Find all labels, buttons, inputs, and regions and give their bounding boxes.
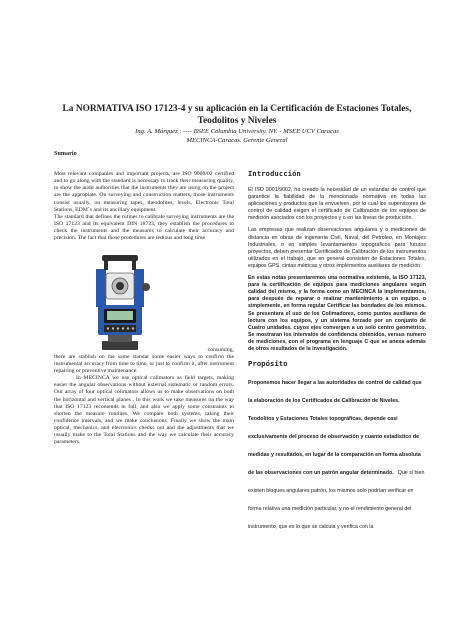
purpose-paragraph-1: Proponemos hacer llegar a las autoridades de control de calidad que la elaboración de los Certificados de Calibración de Niveles, Teodolitos y Estaciones Totales topográficas, depende casi exclusivamente del proceso de observación y cuanto estadistico de medidas y resultados, en lugar de la comparación en forma absoluta de las observaciones con un patrón angular determinado. <box>248 380 422 477</box>
intro-paragraph-3: En estas notas presentaremos una normativa existente, la ISO 17123, para la certificación de equipos para mediciones angulares según calidad del mismo, y la forma como en MECINCA la implementamos, para después de reparar o realizar mantenimiento a un equipo, o simplemente, en forma regular Certificar las bondades de los mismos. Se presentara el uso de los Colimadores, como puntos auxiliares de lectura con los equipos, y un sistema forzado por un conjunto de Cuatro unidades, cuyos ejes convergen a un solo centro geométrico. Se mostraran los intervalos de confidencia obtenidos, versus numero de mediciones, con el programa en lenguaje C que se anexa además de otros resultados de la investigación. <box>248 275 426 352</box>
summary-paragraph-1: Most relevant companies and important projects, are ISO 9000/02 certified and to go along with the standard is necessary to track their measuring quality, to show the audit authorities that the instruments they are using on the project are the appropiate. On surveying and construction matters, those instruments consist usually, on measuring tapes, theodolites, levels, Electronic Total Stations, EDM´s and its ancillary equipment. <box>54 171 234 213</box>
title-line-2: Teodolitos y Niveles <box>197 115 277 126</box>
author-line-1: Ing. A. Márquez ; ---- BSEE Columbia University. NY. - MSEE UCV Caracas <box>135 128 339 135</box>
intro-paragraph-1: El ISO 9001/9002, ha creado la necesidad de un estandar de control que garantice la fiabilidad de la mencionada normativa en todas las aplicaciones y productos que la envuelven, por lo cual los supervisores de control de calidad exigen el certificado de Calibración de los equipos de medición asociados con los proyectos y o en las lineas de producción. <box>248 187 426 222</box>
right-column <box>248 150 426 533</box>
summary-paragraph-2: The standard that defines the rutines to calibrate surveying instruments are the ISO 17123 and its equivalent DIN 18723, they establish the procedures to check the instruments and the measures to calculate their accuracy and precision. The fact that those procedures are tedious and long time <box>54 213 234 242</box>
purpose-heading: Propósito <box>248 359 288 369</box>
intro-paragraph-2: Las empresas que realizan observaciones angulares y o mediciones de distancia en obras de ingeniería Civil, Naval, del Petroleo, en Montajes Industriales, o en simples levantamientos topográficos para futuros proyectos, deben presentar Certificados de Calibración de los instrumentos utilizados en el trabajo, que en general consisten de Estaciones Totales, equipos GPS, cintas métricas y otros implementos auxiliares de medición. <box>248 227 426 269</box>
introduction-heading: Introducción <box>248 170 301 178</box>
summary-paragraph-3: there are stablish on the same standar some easier ways to confirm the instrumental accuracy from time to time, or just to confirm it, after instrument repairing or preventive maintenance. <box>54 353 234 374</box>
summary-continuation-word: consuming, <box>207 346 234 353</box>
summary-paragraph-4: In MECINCA we use optical colimators as field targets, making easier the angular observations without external sistematic or random errors. Our array of four optical colimators allows us to make observations on both the horizontal and vertical planes . In this work we take measures on the way that ISO 17123 recomends in full, and also we apply some constraints to shorten the measure routines. We compare both systems, taking their confidence intervals, and we make conclusions. Finally we show the main optical, mechanics, and electronics checks out and the adjustments that we usually make to the Total Stations and the way we calculate their accuracy parameters. <box>54 375 234 446</box>
left-column <box>54 150 234 447</box>
author-line-2: MECINCA-Caracas. Gerente General <box>186 137 288 144</box>
document-title <box>30 104 444 127</box>
purpose-paragraph-2: Que si bien existen bloques angulares patrón, los mismos solo podrían verificar en forma relativa una medición particular, y no el rendimiento general del instrumento, que es lo que se calcula y verifica con la <box>248 470 425 531</box>
author-block <box>30 127 444 145</box>
title-line-1: La NORMATIVA ISO 17123-4 y su aplicación en la Certificación de Estaciones Totales, <box>62 104 412 114</box>
summary-heading: Sumario <box>54 150 77 157</box>
total-station-instrument <box>80 245 160 355</box>
